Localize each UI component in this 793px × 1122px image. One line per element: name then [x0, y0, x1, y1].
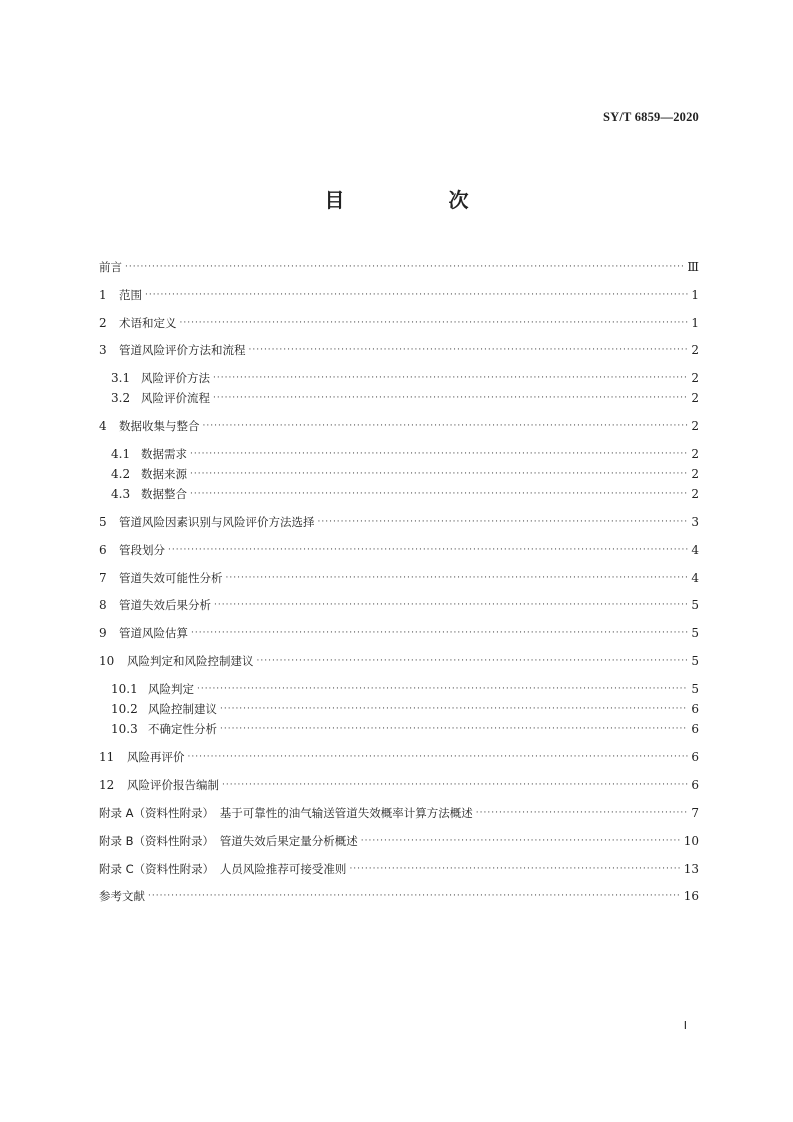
toc-entry-label: 术语和定义: [119, 316, 177, 330]
page-title: 目 次: [324, 188, 511, 212]
toc-entry-label: 风险评价方法: [141, 371, 210, 385]
toc-entry-number: 10.1: [111, 682, 138, 696]
standard-code: SY/T 6859—2020: [603, 110, 699, 124]
toc-entry-label: 附录 A（资料性附录） 基于可靠性的油气输送管道失效概率计算方法概述: [99, 806, 473, 820]
toc-entry-label: 附录 C（资料性附录） 人员风险推荐可接受准则: [99, 862, 347, 876]
toc-entry[interactable]: [111, 444, 699, 464]
toc-entry[interactable]: [99, 859, 699, 879]
toc-entry-page: 2: [691, 343, 699, 357]
toc-leader-dots: [203, 416, 689, 436]
toc-entry[interactable]: [99, 831, 699, 851]
toc-entry-number: 10.3: [111, 722, 138, 736]
toc-entry-label: 管段划分: [119, 543, 165, 557]
toc-entry-label: 风险评价报告编制: [127, 778, 219, 792]
toc-entry-page: 2: [691, 419, 699, 433]
toc-entry[interactable]: [99, 568, 699, 588]
toc-entry-page: 2: [691, 467, 699, 481]
toc-leader-dots: [190, 444, 688, 464]
toc-entry-number: 3.2: [111, 391, 131, 405]
toc-entry-label: 范围: [119, 288, 142, 302]
toc-leader-dots: [249, 340, 689, 360]
toc-entry[interactable]: [111, 679, 699, 699]
toc-leader-dots: [197, 679, 688, 699]
toc-leader-dots: [214, 595, 688, 615]
toc-entry-number: 8: [99, 598, 107, 612]
toc-leader-dots: [180, 313, 689, 333]
toc-leader-dots: [145, 285, 688, 305]
toc-entry-page: 16: [683, 889, 699, 903]
toc-entry[interactable]: [111, 464, 699, 484]
toc-entry-page: 2: [691, 371, 699, 385]
toc-entry-page: 2: [691, 391, 699, 405]
toc-entry-label: 数据来源: [141, 467, 187, 481]
toc-entry-number: 10.2: [111, 702, 138, 716]
toc-entry-page: 13: [683, 862, 699, 876]
toc-entry[interactable]: [99, 512, 699, 532]
toc-entry[interactable]: [111, 388, 699, 408]
toc-entry-page: 3: [691, 515, 699, 529]
toc-entry[interactable]: [99, 540, 699, 560]
toc-entry-number: 4: [99, 419, 107, 433]
toc-entry[interactable]: [99, 803, 699, 823]
toc-entry-number: 4.3: [111, 487, 131, 501]
toc-entry-number: 11: [99, 750, 115, 764]
toc-entry[interactable]: [111, 368, 699, 388]
toc-entry[interactable]: [99, 416, 699, 436]
toc-entry-page: 6: [691, 722, 699, 736]
toc-entry-number: 9: [99, 626, 107, 640]
toc-leader-dots: [349, 859, 680, 879]
toc-entry-label: 数据整合: [141, 487, 187, 501]
toc-leader-dots: [318, 512, 689, 532]
toc-entry-label: 不确定性分析: [148, 722, 217, 736]
toc-leader-dots: [361, 831, 681, 851]
toc-entry-page: Ⅲ: [687, 260, 699, 274]
toc-leader-dots: [257, 651, 689, 671]
toc-leader-dots: [191, 623, 688, 643]
toc-entry[interactable]: [99, 886, 699, 906]
toc-entry[interactable]: [99, 340, 699, 360]
toc-leader-dots: [213, 368, 688, 388]
toc-entry-label: 管道失效后果分析: [119, 598, 211, 612]
toc-entry-page: 2: [691, 447, 699, 461]
toc-entry-page: 5: [691, 654, 699, 668]
toc-leader-dots: [190, 484, 688, 504]
toc-entry-page: 10: [683, 834, 699, 848]
toc-entry-number: 2: [99, 316, 107, 330]
toc-entry[interactable]: [99, 623, 699, 643]
toc-leader-dots: [190, 464, 688, 484]
toc-entry-label: 参考文献: [99, 889, 145, 903]
toc-entry[interactable]: [99, 257, 699, 277]
toc-entry[interactable]: [111, 484, 699, 504]
toc-entry-number: 12: [99, 778, 115, 792]
toc-entry-page: 2: [691, 487, 699, 501]
toc-entry-label: 数据需求: [141, 447, 187, 461]
toc-entry-number: 3.1: [111, 371, 131, 385]
toc-entry-label: 风险再评价: [127, 750, 185, 764]
toc-entry-label: 风险判定和风险控制建议: [127, 654, 254, 668]
toc-entry-label: 风险评价流程: [141, 391, 210, 405]
toc-entry-label: 风险控制建议: [148, 702, 217, 716]
toc-leader-dots: [220, 719, 688, 739]
toc-entry[interactable]: [99, 775, 699, 795]
toc-entry-number: 1: [99, 288, 107, 302]
toc-entry-page: 1: [691, 288, 699, 302]
toc-entry-label: 管道风险因素识别与风险评价方法选择: [119, 515, 315, 529]
toc-entry-number: 4.1: [111, 447, 131, 461]
toc-entry-number: 10: [99, 654, 115, 668]
toc-entry-page: 6: [691, 750, 699, 764]
toc-entry-label: 管道风险估算: [119, 626, 188, 640]
toc-entry-page: 1: [691, 316, 699, 330]
toc-entry-label: 风险判定: [148, 682, 194, 696]
toc-entry-number: 5: [99, 515, 107, 529]
toc-leader-dots: [148, 886, 681, 906]
toc-entry[interactable]: [99, 747, 699, 767]
toc-entry[interactable]: [111, 699, 699, 719]
toc-entry-page: 4: [691, 571, 699, 585]
toc-entry-number: 3: [99, 343, 107, 357]
toc-entry-page: 5: [691, 626, 699, 640]
toc-entry-number: 4.2: [111, 467, 131, 481]
toc-entry-page: 7: [691, 806, 699, 820]
toc-entry-page: 6: [691, 702, 699, 716]
toc-entry-page: 5: [691, 598, 699, 612]
toc-entry-label: 附录 B（资料性附录） 管道失效后果定量分析概述: [99, 834, 358, 848]
toc-leader-dots: [213, 388, 688, 408]
toc-leader-dots: [125, 257, 684, 277]
toc-leader-dots: [476, 803, 688, 823]
toc-entry[interactable]: [99, 285, 699, 305]
toc-entry-page: 4: [691, 543, 699, 557]
toc-entry[interactable]: [99, 651, 699, 671]
toc-entry-number: 7: [99, 571, 107, 585]
toc-entry[interactable]: [99, 313, 699, 333]
toc-entry-label: 管道失效可能性分析: [119, 571, 223, 585]
toc-leader-dots: [226, 568, 689, 588]
toc-entry-page: 6: [691, 778, 699, 792]
toc-leader-dots: [222, 775, 688, 795]
toc-entry[interactable]: [111, 719, 699, 739]
toc-leader-dots: [188, 747, 689, 767]
toc-leader-dots: [220, 699, 688, 719]
toc-entry-label: 前言: [99, 260, 122, 274]
toc-entry[interactable]: [99, 595, 699, 615]
toc-leader-dots: [168, 540, 688, 560]
footer-page-number: Ⅰ: [683, 1020, 687, 1032]
toc-entry-label: 数据收集与整合: [119, 419, 200, 433]
toc-entry-label: 管道风险评价方法和流程: [119, 343, 246, 357]
toc-entry-number: 6: [99, 543, 107, 557]
toc-entry-page: 5: [691, 682, 699, 696]
